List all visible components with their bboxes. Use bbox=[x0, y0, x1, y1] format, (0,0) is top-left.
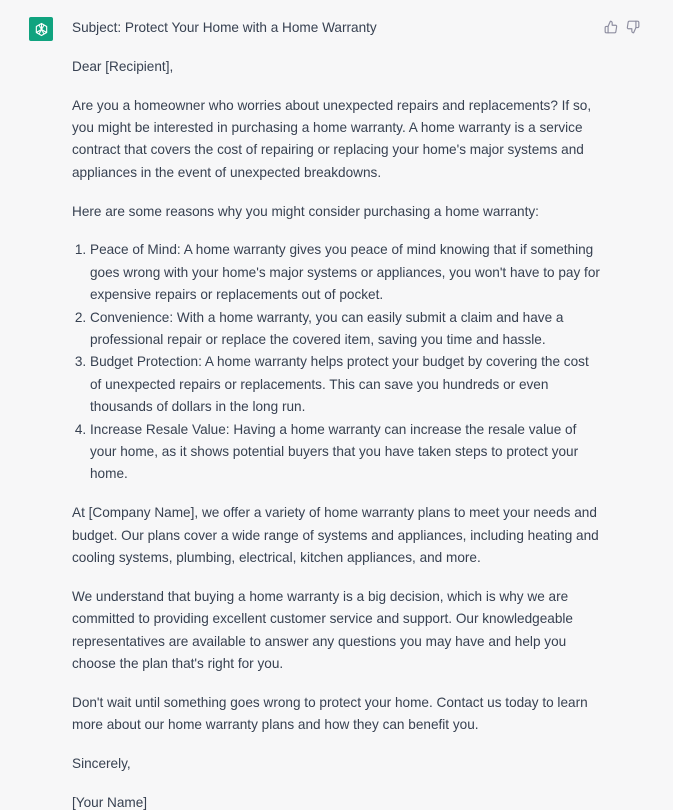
email-greeting: Dear [Recipient], bbox=[72, 58, 174, 74]
list-item: 1. Peace of Mind: A home warranty gives you peace of mind knowing that if something goes wrong with your home's major systems or appliances, you won't have to pay for expensive repairs or replacements out of pocket. bbox=[90, 239, 602, 306]
cta-paragraph: Don't wait until something goes wrong to protect your home. Contact us today to learn more about our home warranty plans and how they can benefit you. bbox=[72, 694, 588, 733]
list-item: 3. Budget Protection: A home warranty helps protect your budget by covering the cost of unexpected repairs or replacements. This can save you hundreds or even thousands of dollars in the long run. bbox=[90, 351, 602, 418]
signoff: Sincerely, bbox=[72, 756, 131, 772]
message-content bbox=[72, 17, 602, 810]
reasons-list bbox=[72, 239, 602, 485]
support-paragraph: We understand that buying a home warranty is a big decision, which is why we are committed to providing excellent customer service and support. Our knowledgeable representatives are available to answer any questions you may have and help you choose the plan that's right for you. bbox=[72, 588, 573, 672]
openai-logo-icon bbox=[29, 17, 53, 41]
thumbs-up-icon[interactable] bbox=[603, 19, 619, 35]
offer-paragraph: At [Company Name], we offer a variety of home warranty plans to meet your needs and budget. Our plans cover a wide range of systems and appliances, including heating and cooling systems, plumbing, electrical, kitchen appliances, and more. bbox=[72, 505, 599, 566]
signature: [Your Name] bbox=[72, 794, 148, 810]
feedback-controls bbox=[603, 19, 641, 35]
email-subject: Subject: Protect Your Home with a Home Warranty bbox=[72, 20, 377, 35]
intro-paragraph: Are you a homeowner who worries about unexpected repairs and replacements? If so, you might be interested in purchasing a home warranty. A home warranty is a service contract that covers the cost of repairing or replacing your home's major systems and appliances in the event of unexpected breakdowns. bbox=[72, 97, 592, 180]
list-item: 2. Convenience: With a home warranty, you can easily submit a claim and have a professional repair or replace the covered item, saving you time and hassle. bbox=[90, 307, 602, 352]
list-item: 4. Increase Resale Value: Having a home warranty can increase the resale value of your home, as it shows potential buyers that you have taken steps to protect your home. bbox=[90, 419, 602, 486]
reasons-lead: Here are some reasons why you might consider purchasing a home warranty: bbox=[72, 203, 539, 219]
thumbs-down-icon[interactable] bbox=[625, 19, 641, 35]
